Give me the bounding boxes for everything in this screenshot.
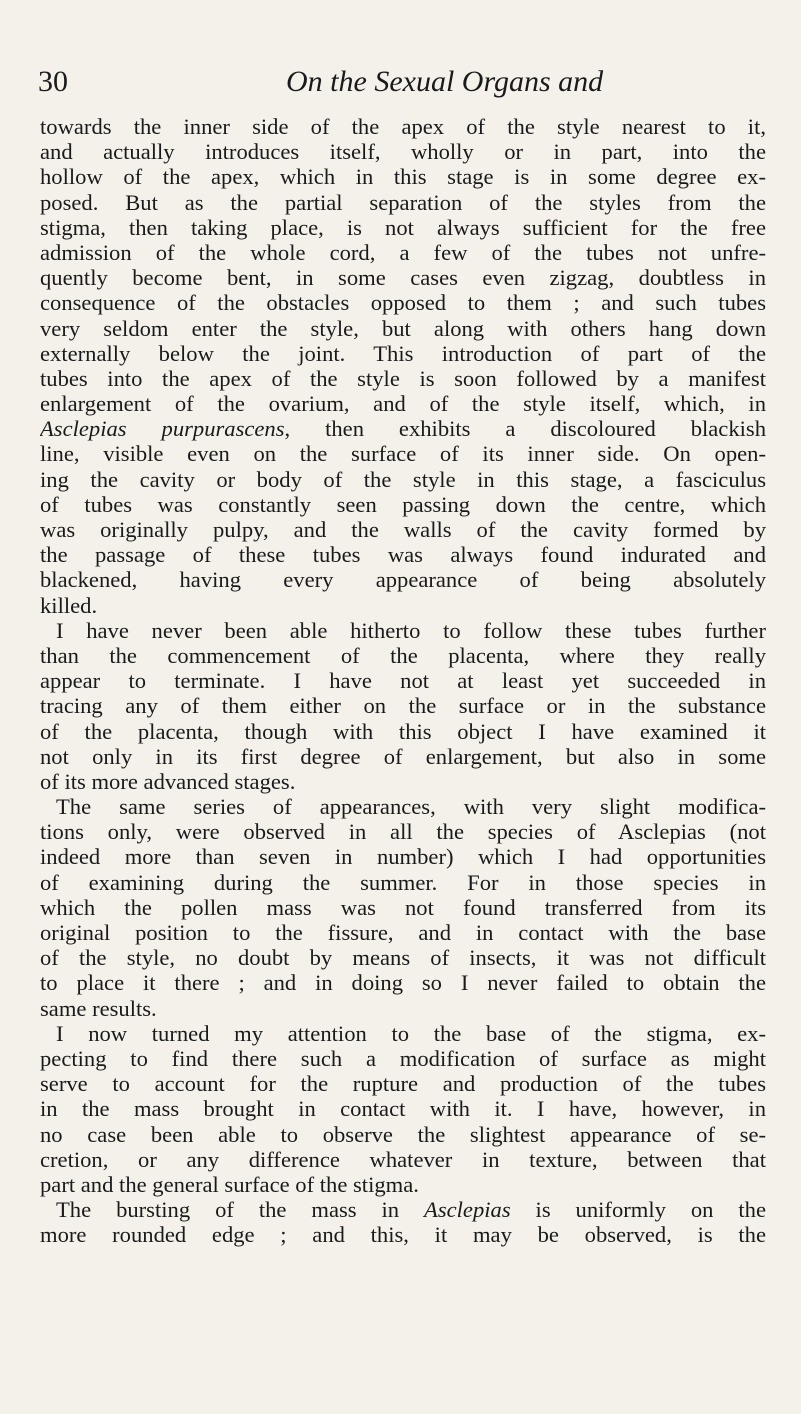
text-line: and actually introduces itself, wholly or in part, into the (40, 139, 766, 165)
text-line: no case been able to observe the slightest appearance of se- (40, 1121, 766, 1147)
text-line: was originally pulpy, and the walls of the cavity formed by (40, 517, 766, 542)
text-line: ing the cavity or body of the style in this stage, a fasciculus (40, 466, 766, 492)
text-line: the passage of these tubes was always found indurated and (40, 542, 766, 568)
text-line: of the style, no doubt by means of insects, it was not difficult (40, 945, 766, 971)
text-line: to place it there ; and in doing so I never failed to obtain the (40, 970, 766, 996)
text-line: tions only, were observed in all the species of Asclepias (not (40, 819, 766, 845)
text-line: tracing any of them either on the surface or in the substance (40, 693, 766, 719)
text-line: quently become bent, in some cases even zigzag, doubtless in (40, 265, 766, 291)
text-line: which the pollen mass was not found transferred from its (40, 894, 766, 920)
text-line-remainder: , then exhibits a discoloured blackish (284, 416, 766, 442)
text-line-remainder: is uniformly on the (510, 1197, 766, 1223)
text-line-lead: The bursting of the mass in (56, 1197, 425, 1223)
text-line: stigma, then taking place, is not always sufficient for the free (40, 214, 766, 240)
running-title: On the Sexual Organs and (286, 65, 604, 98)
text-line: pecting to find there such a modification of surface as might (40, 1045, 766, 1071)
species-name: Asclepias purpurascens (40, 416, 285, 442)
page-number: 30 (38, 65, 68, 98)
text-line: killed. (40, 592, 98, 618)
running-head (36, 64, 765, 100)
text-line: blackened, having every appearance of being absolutely (40, 567, 766, 593)
paragraph-start: The same series of appearances, with very slight modifica- (56, 794, 766, 820)
text-line: original position to the fissure, and in contact with the base (40, 920, 766, 945)
text-line: than the commencement of the placenta, where they really (40, 642, 766, 668)
text-line: consequence of the obstacles opposed to them ; and such tubes (40, 290, 766, 316)
text-line: appear to terminate. I have not at least yet succeeded in (40, 668, 766, 694)
text-line: not only in its first degree of enlargement, but also in some (40, 743, 766, 769)
paragraph-start: I now turned my attention to the base of the stigma, ex- (56, 1020, 766, 1046)
text-line: posed. But as the partial separation of the styles from the (40, 189, 766, 215)
text-line: same results. (40, 995, 157, 1021)
text-line: serve to account for the rupture and production of the tubes (40, 1071, 766, 1097)
text-line: of its more advanced stages. (40, 768, 296, 794)
text-line: admission of the whole cord, a few of the tubes not unfre- (40, 239, 766, 265)
paragraph-start: I have never been able hitherto to follow these tubes further (56, 617, 766, 643)
text-line: of examining during the summer. For in those species in (40, 869, 766, 895)
text-line: towards the inner side of the apex of the style nearest to it, (40, 114, 766, 139)
text-line: hollow of the apex, which in this stage is in some degree ex- (40, 164, 766, 190)
text-line: enlargement of the ovarium, and of the style itself, which, in (40, 391, 766, 417)
text-line: cretion, or any difference whatever in texture, between that (40, 1146, 766, 1172)
text-line: externally below the joint. This introduction of part of the (40, 340, 766, 366)
text-line: indeed more than seven in number) which I had opportunities (40, 844, 766, 870)
text-line: tubes into the apex of the style is soon followed by a manifest (40, 365, 766, 391)
text-line: very seldom enter the style, but along with others hang down (40, 315, 766, 341)
body-text (40, 114, 766, 1247)
text-line: of tubes was constantly seen passing down the centre, which (40, 491, 766, 517)
genus-name: Asclepias (424, 1197, 511, 1223)
text-line: line, visible even on the surface of its inner side. On open- (40, 441, 766, 467)
text-line-with-italic (40, 416, 766, 441)
text-line: part and the general surface of the stigma. (40, 1171, 419, 1197)
text-line: more rounded edge ; and this, it may be observed, is the (40, 1222, 766, 1248)
text-line: of the placenta, though with this object I have examined it (40, 718, 766, 744)
paragraph-start-with-italic (40, 1197, 766, 1222)
text-line: in the mass brought in contact with it. I have, however, in (40, 1096, 766, 1122)
